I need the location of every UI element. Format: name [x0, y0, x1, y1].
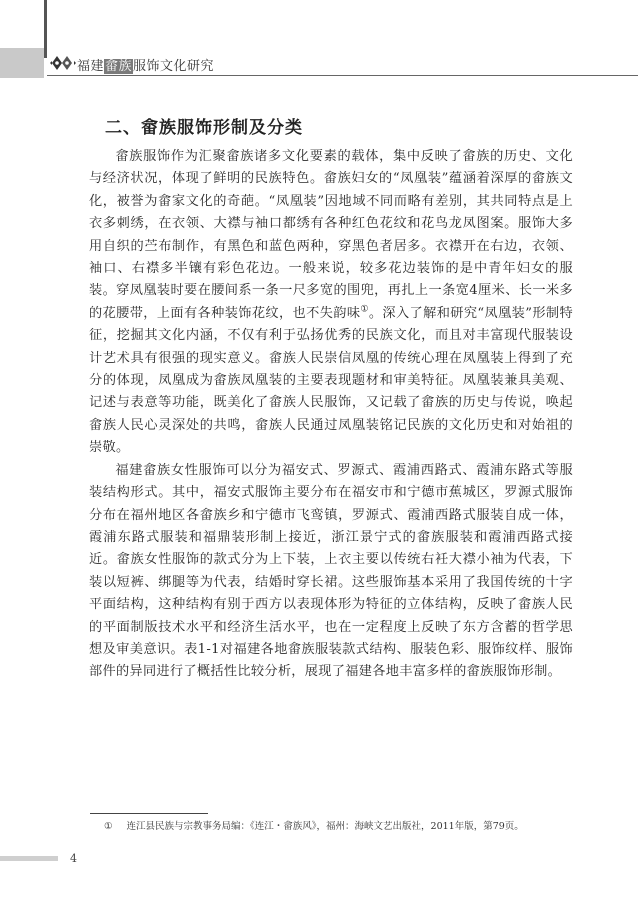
- paragraph-2: 福建畲族女性服饰可以分为福安式、罗源式、霞浦西路式、霞浦东路式等服装结构形式。其中，福安式服饰主要分布在福安市和宁德市蕉城区，罗源式服饰分布在福州地区各畲族乡和宁德市飞鸾镇，罗源式、霞浦西路式服装自成一体，霞浦东路式服装和福鼎装形制上接近，浙江景宁式的畲族服装和霞浦西路式接近。畲族女性服饰的款式分为上下装，上衣主要以传统右衽大襟小袖为代表，下装以短裤、绑腿等为代表，结婚时穿长裙。这些服饰基本采用了我国传统的十字平面结构，这种结构有别于西方以表现体形为特征的立体结构，反映了畲族人民的平面制版技术水平和经济生活水平，也在一定程度上反映了东方含蓄的哲学思想及审美意识。表1-1对福建各地畲族服装款式结构、服装色彩、服饰纹样、服饰部件的异同进行了概括性比较分析，展现了福建各地丰富多样的畲族服饰形制。: [89, 462, 573, 680]
- footnote-reference: ①: [360, 304, 369, 315]
- header-gray-tab: [0, 48, 44, 78]
- header-title-pre: 福建: [77, 59, 105, 74]
- section-heading: 二、畲族服饰形制及分类: [105, 118, 303, 138]
- paragraph-1-part-b: 。深入了解和研究“凤凰装”形制特征，挖掘其文化内涵，不仅有利于弘扬优秀的民族文化，而且对丰富现代服装设计艺术具有很强的现实意义。畲族人民崇信凤凰的传统心理在凤凰装上得到了充分的体现，凤凰成为畲族凤凰装的主要表现题材和审美特征。凤凰装兼具美观、记述与表意等功能，既美化了畲族人民服饰，又记载了畲族的历史与传说，唤起畲族人民心灵深处的共鸣，畲族人民通过凤凰装铭记民族的文化历史和对始祖的崇敬。: [89, 305, 573, 456]
- running-header-title: [77, 55, 214, 74]
- page-number: 4: [70, 852, 77, 865]
- body-text: [89, 146, 573, 684]
- footnote-rule: [90, 813, 208, 814]
- footer-gray-bar: [0, 856, 58, 861]
- paragraph-1-part-a: 畲族服饰作为汇聚畲族诸多文化要素的载体，集中反映了畲族的历史、文化与经济状况，体现了鲜明的民族特色。畲族妇女的“凤凰装”蕴涵着深厚的畲族文化，被誉为畲家文化的奇葩。“凤凰装”因地域不同而略有差别，其共同特点是上衣多刺绣，在衣领、大襟与袖口都绣有各种红色花纹和花鸟龙凤图案。服饰大多用自织的苎布制作，有黑色和蓝色两种，穿黑色者居多。衣襟开在右边，衣领、袖口、右襟多半镶有彩色花边。一般来说，较多花边装饰的是中青年妇女的服装。穿凤凰装时要在腰间系一条一尺多宽的围兜，再扎上一条宽4厘米、长一米多的花腰带，上面有各种装饰花纹，也不失韵味: [89, 149, 573, 321]
- footnote-text: 连江县民族与宗教事务局编：《连江・畲族风》，福州：海峡文艺出版社，2011年版，第79页。: [126, 821, 524, 832]
- paragraph-1: [89, 146, 573, 460]
- footnote-number: ①: [104, 821, 113, 832]
- footnote: [104, 818, 524, 832]
- header-rule: [47, 75, 638, 76]
- header-title-highlight: 畲族: [105, 59, 133, 74]
- header-vertical-rule: [44, 0, 47, 58]
- header-title-post: 服饰文化研究: [133, 59, 215, 74]
- header-ornament-icon: [50, 52, 76, 74]
